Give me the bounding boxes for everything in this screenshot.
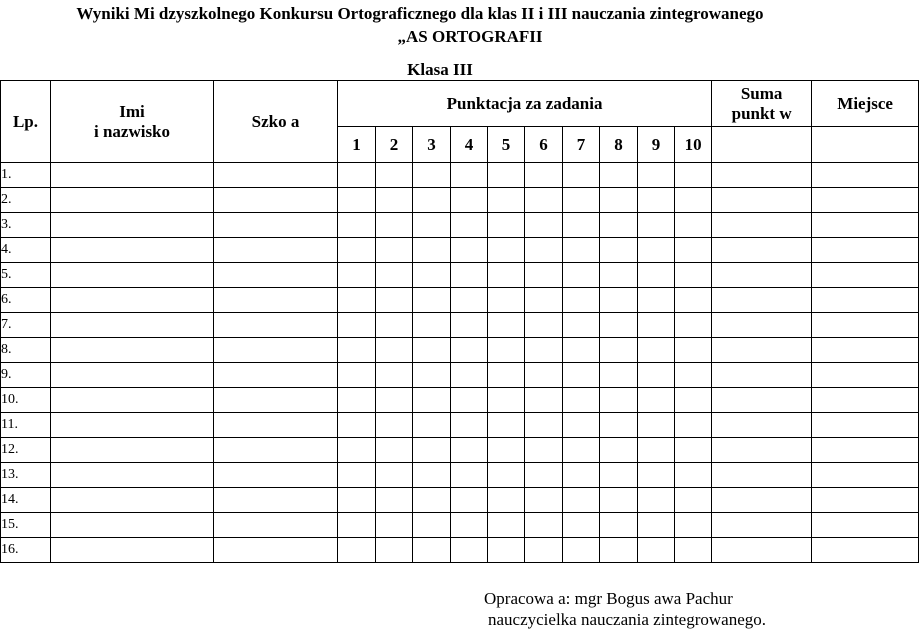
- task-score-cell[interactable]: [600, 263, 638, 288]
- task-score-cell[interactable]: [600, 288, 638, 313]
- task-score-cell[interactable]: [525, 288, 563, 313]
- task-score-cell[interactable]: [600, 363, 638, 388]
- author-line: Opracowa a: mgr Bogus awa Pachur: [484, 589, 733, 608]
- task-score-cell[interactable]: [376, 438, 413, 463]
- name-cell[interactable]: [51, 413, 214, 438]
- task-score-cell[interactable]: [451, 388, 488, 413]
- task-score-cell[interactable]: [675, 488, 712, 513]
- task-score-cell[interactable]: [563, 513, 600, 538]
- task-score-cell[interactable]: [525, 538, 563, 563]
- place-cell[interactable]: [812, 288, 919, 313]
- class-label: Klasa III: [407, 60, 473, 79]
- task-score-cell[interactable]: [563, 388, 600, 413]
- row-number: 12.: [1, 438, 51, 463]
- task-score-cell[interactable]: [638, 163, 675, 188]
- header-sum: [712, 81, 812, 127]
- task-header: 8: [600, 127, 638, 163]
- name-cell[interactable]: [51, 363, 214, 388]
- place-cell[interactable]: [812, 338, 919, 363]
- task-score-cell[interactable]: [675, 188, 712, 213]
- row-number: 7.: [1, 313, 51, 338]
- task-score-cell[interactable]: [451, 313, 488, 338]
- task-score-cell[interactable]: [563, 463, 600, 488]
- task-score-cell[interactable]: [451, 463, 488, 488]
- name-cell[interactable]: [51, 188, 214, 213]
- task-score-cell[interactable]: [675, 338, 712, 363]
- task-score-cell[interactable]: [675, 463, 712, 488]
- task-score-cell[interactable]: [675, 238, 712, 263]
- task-score-cell[interactable]: [413, 338, 451, 363]
- place-cell[interactable]: [812, 388, 919, 413]
- header-points: Punktacja za zadania: [338, 81, 712, 127]
- row-number: 16.: [1, 538, 51, 563]
- table-row: [1, 513, 919, 538]
- task-score-cell[interactable]: [638, 538, 675, 563]
- task-header: 2: [376, 127, 413, 163]
- table-row: [1, 313, 919, 338]
- task-score-cell[interactable]: [338, 238, 376, 263]
- school-cell[interactable]: [214, 263, 338, 288]
- task-score-cell[interactable]: [338, 488, 376, 513]
- task-score-cell[interactable]: [675, 363, 712, 388]
- place-cell[interactable]: [812, 538, 919, 563]
- task-score-cell[interactable]: [525, 363, 563, 388]
- task-score-cell[interactable]: [413, 188, 451, 213]
- school-cell[interactable]: [214, 313, 338, 338]
- task-score-cell[interactable]: [638, 263, 675, 288]
- task-score-cell[interactable]: [638, 213, 675, 238]
- task-score-cell[interactable]: [413, 238, 451, 263]
- task-score-cell[interactable]: [413, 438, 451, 463]
- task-score-cell[interactable]: [563, 488, 600, 513]
- task-score-cell[interactable]: [600, 188, 638, 213]
- task-score-cell[interactable]: [488, 188, 525, 213]
- task-score-cell[interactable]: [413, 488, 451, 513]
- school-cell[interactable]: [214, 413, 338, 438]
- task-score-cell[interactable]: [413, 388, 451, 413]
- document-title: Wyniki Mi dzyszkolnego Konkursu Ortograficznego dla klas II i III nauczania zintegrowanego: [76, 4, 764, 23]
- task-score-cell[interactable]: [675, 163, 712, 188]
- task-score-cell[interactable]: [488, 413, 525, 438]
- task-score-cell[interactable]: [563, 163, 600, 188]
- task-score-cell[interactable]: [376, 263, 413, 288]
- task-score-cell[interactable]: [525, 513, 563, 538]
- task-score-cell[interactable]: [376, 338, 413, 363]
- task-score-cell[interactable]: [338, 363, 376, 388]
- task-score-cell[interactable]: [563, 263, 600, 288]
- task-score-cell[interactable]: [600, 213, 638, 238]
- table-row: [1, 188, 919, 213]
- task-score-cell[interactable]: [413, 213, 451, 238]
- task-score-cell[interactable]: [413, 288, 451, 313]
- place-cell[interactable]: [812, 238, 919, 263]
- task-score-cell[interactable]: [600, 313, 638, 338]
- task-score-cell[interactable]: [413, 413, 451, 438]
- task-score-cell[interactable]: [600, 488, 638, 513]
- school-cell[interactable]: [214, 163, 338, 188]
- task-score-cell[interactable]: [600, 463, 638, 488]
- task-score-cell[interactable]: [338, 288, 376, 313]
- task-score-cell[interactable]: [376, 363, 413, 388]
- task-score-cell[interactable]: [525, 388, 563, 413]
- task-score-cell[interactable]: [488, 163, 525, 188]
- school-cell[interactable]: [214, 438, 338, 463]
- task-score-cell[interactable]: [451, 363, 488, 388]
- school-cell[interactable]: [214, 538, 338, 563]
- sum-cell[interactable]: [712, 463, 812, 488]
- task-header: 10: [675, 127, 712, 163]
- task-score-cell[interactable]: [638, 313, 675, 338]
- table-row: [1, 288, 919, 313]
- place-cell[interactable]: [812, 313, 919, 338]
- row-number: 14.: [1, 488, 51, 513]
- task-score-cell[interactable]: [675, 438, 712, 463]
- table-row: [1, 538, 919, 563]
- task-score-cell[interactable]: [525, 338, 563, 363]
- row-number: 8.: [1, 338, 51, 363]
- task-score-cell[interactable]: [413, 313, 451, 338]
- row-number: 5.: [1, 263, 51, 288]
- header-name-line1: Imi: [119, 101, 145, 121]
- name-cell[interactable]: [51, 388, 214, 413]
- task-score-cell[interactable]: [675, 538, 712, 563]
- task-score-cell[interactable]: [376, 163, 413, 188]
- sum-cell[interactable]: [712, 213, 812, 238]
- task-score-cell[interactable]: [600, 413, 638, 438]
- name-cell[interactable]: [51, 213, 214, 238]
- name-cell[interactable]: [51, 438, 214, 463]
- task-score-cell[interactable]: [376, 288, 413, 313]
- name-cell[interactable]: [51, 463, 214, 488]
- header-name: [51, 81, 214, 163]
- school-cell[interactable]: [214, 363, 338, 388]
- task-score-cell[interactable]: [563, 363, 600, 388]
- task-score-cell[interactable]: [600, 163, 638, 188]
- task-score-cell[interactable]: [451, 288, 488, 313]
- task-score-cell[interactable]: [338, 538, 376, 563]
- task-score-cell[interactable]: [600, 513, 638, 538]
- sum-cell[interactable]: [712, 438, 812, 463]
- task-score-cell[interactable]: [675, 413, 712, 438]
- task-score-cell[interactable]: [525, 238, 563, 263]
- school-cell[interactable]: [214, 288, 338, 313]
- sum-cell[interactable]: [712, 413, 812, 438]
- task-score-cell[interactable]: [451, 513, 488, 538]
- task-score-cell[interactable]: [376, 413, 413, 438]
- name-cell[interactable]: [51, 263, 214, 288]
- place-cell[interactable]: [812, 438, 919, 463]
- place-cell[interactable]: [812, 463, 919, 488]
- task-score-cell[interactable]: [600, 538, 638, 563]
- place-cell[interactable]: [812, 263, 919, 288]
- sum-cell[interactable]: [712, 263, 812, 288]
- sum-cell[interactable]: [712, 338, 812, 363]
- task-score-cell[interactable]: [525, 313, 563, 338]
- place-cell[interactable]: [812, 413, 919, 438]
- task-score-cell[interactable]: [600, 238, 638, 263]
- header-name-line2: i nazwisko: [93, 121, 171, 141]
- task-score-cell[interactable]: [525, 213, 563, 238]
- place-cell[interactable]: [812, 188, 919, 213]
- task-score-cell[interactable]: [413, 463, 451, 488]
- task-score-cell[interactable]: [563, 238, 600, 263]
- task-score-cell[interactable]: [488, 488, 525, 513]
- task-score-cell[interactable]: [525, 188, 563, 213]
- place-cell[interactable]: [812, 363, 919, 388]
- name-cell[interactable]: [51, 338, 214, 363]
- school-cell[interactable]: [214, 213, 338, 238]
- task-score-cell[interactable]: [451, 488, 488, 513]
- row-number: 13.: [1, 463, 51, 488]
- header-sum-line2: punkt w: [731, 103, 792, 123]
- task-score-cell[interactable]: [675, 513, 712, 538]
- task-score-cell[interactable]: [488, 313, 525, 338]
- task-score-cell[interactable]: [638, 238, 675, 263]
- school-cell[interactable]: [214, 188, 338, 213]
- sum-cell[interactable]: [712, 488, 812, 513]
- task-score-cell[interactable]: [413, 513, 451, 538]
- table-row: [1, 363, 919, 388]
- task-score-cell[interactable]: [675, 263, 712, 288]
- name-cell[interactable]: [51, 513, 214, 538]
- sum-cell[interactable]: [712, 288, 812, 313]
- task-score-cell[interactable]: [376, 188, 413, 213]
- place-cell[interactable]: [812, 513, 919, 538]
- place-empty-cell: [812, 127, 919, 163]
- task-score-cell[interactable]: [600, 338, 638, 363]
- task-score-cell[interactable]: [488, 363, 525, 388]
- task-score-cell[interactable]: [451, 338, 488, 363]
- school-cell[interactable]: [214, 388, 338, 413]
- task-score-cell[interactable]: [338, 263, 376, 288]
- task-score-cell[interactable]: [376, 538, 413, 563]
- task-score-cell[interactable]: [338, 463, 376, 488]
- task-score-cell[interactable]: [563, 188, 600, 213]
- task-score-cell[interactable]: [638, 363, 675, 388]
- task-score-cell[interactable]: [338, 163, 376, 188]
- task-score-cell[interactable]: [338, 438, 376, 463]
- sum-cell[interactable]: [712, 163, 812, 188]
- task-score-cell[interactable]: [563, 313, 600, 338]
- table-row: [1, 463, 919, 488]
- header-school: Szko a: [214, 81, 338, 163]
- task-score-cell[interactable]: [338, 413, 376, 438]
- name-cell[interactable]: [51, 488, 214, 513]
- name-cell[interactable]: [51, 313, 214, 338]
- task-score-cell[interactable]: [413, 363, 451, 388]
- task-score-cell[interactable]: [638, 388, 675, 413]
- task-score-cell[interactable]: [563, 413, 600, 438]
- task-score-cell[interactable]: [488, 288, 525, 313]
- school-cell[interactable]: [214, 338, 338, 363]
- sum-cell[interactable]: [712, 538, 812, 563]
- task-score-cell[interactable]: [525, 463, 563, 488]
- task-score-cell[interactable]: [600, 438, 638, 463]
- task-score-cell[interactable]: [675, 213, 712, 238]
- school-cell[interactable]: [214, 463, 338, 488]
- task-score-cell[interactable]: [338, 388, 376, 413]
- task-score-cell[interactable]: [638, 288, 675, 313]
- task-score-cell[interactable]: [638, 488, 675, 513]
- row-number: 11.: [1, 413, 51, 438]
- task-score-cell[interactable]: [376, 238, 413, 263]
- task-score-cell[interactable]: [451, 238, 488, 263]
- task-score-cell[interactable]: [451, 263, 488, 288]
- task-score-cell[interactable]: [488, 238, 525, 263]
- task-score-cell[interactable]: [338, 213, 376, 238]
- task-header: 4: [451, 127, 488, 163]
- task-score-cell[interactable]: [376, 513, 413, 538]
- sum-cell[interactable]: [712, 388, 812, 413]
- task-score-cell[interactable]: [376, 463, 413, 488]
- name-cell[interactable]: [51, 163, 214, 188]
- name-cell[interactable]: [51, 238, 214, 263]
- task-score-cell[interactable]: [600, 388, 638, 413]
- task-score-cell[interactable]: [563, 288, 600, 313]
- row-number: 9.: [1, 363, 51, 388]
- task-score-cell[interactable]: [525, 163, 563, 188]
- header-lp: Lp.: [1, 81, 51, 163]
- task-score-cell[interactable]: [488, 338, 525, 363]
- task-score-cell[interactable]: [675, 313, 712, 338]
- table-row: [1, 338, 919, 363]
- task-score-cell[interactable]: [563, 538, 600, 563]
- task-score-cell[interactable]: [451, 188, 488, 213]
- task-score-cell[interactable]: [451, 438, 488, 463]
- sum-cell[interactable]: [712, 238, 812, 263]
- task-score-cell[interactable]: [451, 413, 488, 438]
- row-number: 2.: [1, 188, 51, 213]
- sum-cell[interactable]: [712, 363, 812, 388]
- task-score-cell[interactable]: [563, 338, 600, 363]
- header-sum-line1: Suma: [740, 83, 783, 103]
- sum-cell[interactable]: [712, 513, 812, 538]
- task-score-cell[interactable]: [638, 438, 675, 463]
- task-header: 9: [638, 127, 675, 163]
- table-row: [1, 388, 919, 413]
- task-score-cell[interactable]: [376, 388, 413, 413]
- task-score-cell[interactable]: [638, 413, 675, 438]
- task-score-cell[interactable]: [451, 213, 488, 238]
- header-place: Miejsce: [812, 81, 919, 127]
- task-score-cell[interactable]: [338, 313, 376, 338]
- task-score-cell[interactable]: [488, 263, 525, 288]
- task-score-cell[interactable]: [338, 513, 376, 538]
- table-row: [1, 438, 919, 463]
- task-score-cell[interactable]: [413, 538, 451, 563]
- task-score-cell[interactable]: [675, 388, 712, 413]
- task-score-cell[interactable]: [488, 538, 525, 563]
- task-score-cell[interactable]: [488, 463, 525, 488]
- row-number: 3.: [1, 213, 51, 238]
- author-role: nauczycielka nauczania zintegrowanego.: [488, 610, 766, 629]
- task-score-cell[interactable]: [376, 213, 413, 238]
- sum-empty-cell: [712, 127, 812, 163]
- task-score-cell[interactable]: [638, 188, 675, 213]
- task-score-cell[interactable]: [376, 313, 413, 338]
- task-score-cell[interactable]: [488, 513, 525, 538]
- table-row: [1, 238, 919, 263]
- row-number: 1.: [1, 163, 51, 188]
- task-score-cell[interactable]: [525, 263, 563, 288]
- school-cell[interactable]: [214, 513, 338, 538]
- task-header: 7: [563, 127, 600, 163]
- results-table: [0, 80, 919, 563]
- task-score-cell[interactable]: [338, 188, 376, 213]
- task-score-cell[interactable]: [525, 488, 563, 513]
- name-cell[interactable]: [51, 538, 214, 563]
- sum-cell[interactable]: [712, 313, 812, 338]
- task-header: 3: [413, 127, 451, 163]
- task-score-cell[interactable]: [563, 213, 600, 238]
- table-row: [1, 263, 919, 288]
- task-score-cell[interactable]: [413, 263, 451, 288]
- task-score-cell[interactable]: [451, 163, 488, 188]
- task-score-cell[interactable]: [488, 388, 525, 413]
- task-header: 5: [488, 127, 525, 163]
- name-cell[interactable]: [51, 288, 214, 313]
- task-score-cell[interactable]: [488, 438, 525, 463]
- task-score-cell[interactable]: [525, 413, 563, 438]
- table-row: [1, 413, 919, 438]
- place-cell[interactable]: [812, 163, 919, 188]
- task-score-cell[interactable]: [451, 538, 488, 563]
- table-row: [1, 213, 919, 238]
- task-score-cell[interactable]: [413, 163, 451, 188]
- contest-name: „AS ORTOGRAFII: [397, 27, 543, 46]
- task-score-cell[interactable]: [338, 338, 376, 363]
- task-score-cell[interactable]: [563, 438, 600, 463]
- place-cell[interactable]: [812, 213, 919, 238]
- table-row: [1, 488, 919, 513]
- row-number: 4.: [1, 238, 51, 263]
- task-score-cell[interactable]: [675, 288, 712, 313]
- task-score-cell[interactable]: [525, 438, 563, 463]
- row-number: 15.: [1, 513, 51, 538]
- task-header: 6: [525, 127, 563, 163]
- task-score-cell[interactable]: [488, 213, 525, 238]
- task-header: 1: [338, 127, 376, 163]
- school-cell[interactable]: [214, 238, 338, 263]
- place-cell[interactable]: [812, 488, 919, 513]
- task-score-cell[interactable]: [638, 463, 675, 488]
- task-score-cell[interactable]: [376, 488, 413, 513]
- task-score-cell[interactable]: [638, 513, 675, 538]
- sum-cell[interactable]: [712, 188, 812, 213]
- row-number: 6.: [1, 288, 51, 313]
- row-number: 10.: [1, 388, 51, 413]
- task-score-cell[interactable]: [638, 338, 675, 363]
- school-cell[interactable]: [214, 488, 338, 513]
- table-row: [1, 163, 919, 188]
